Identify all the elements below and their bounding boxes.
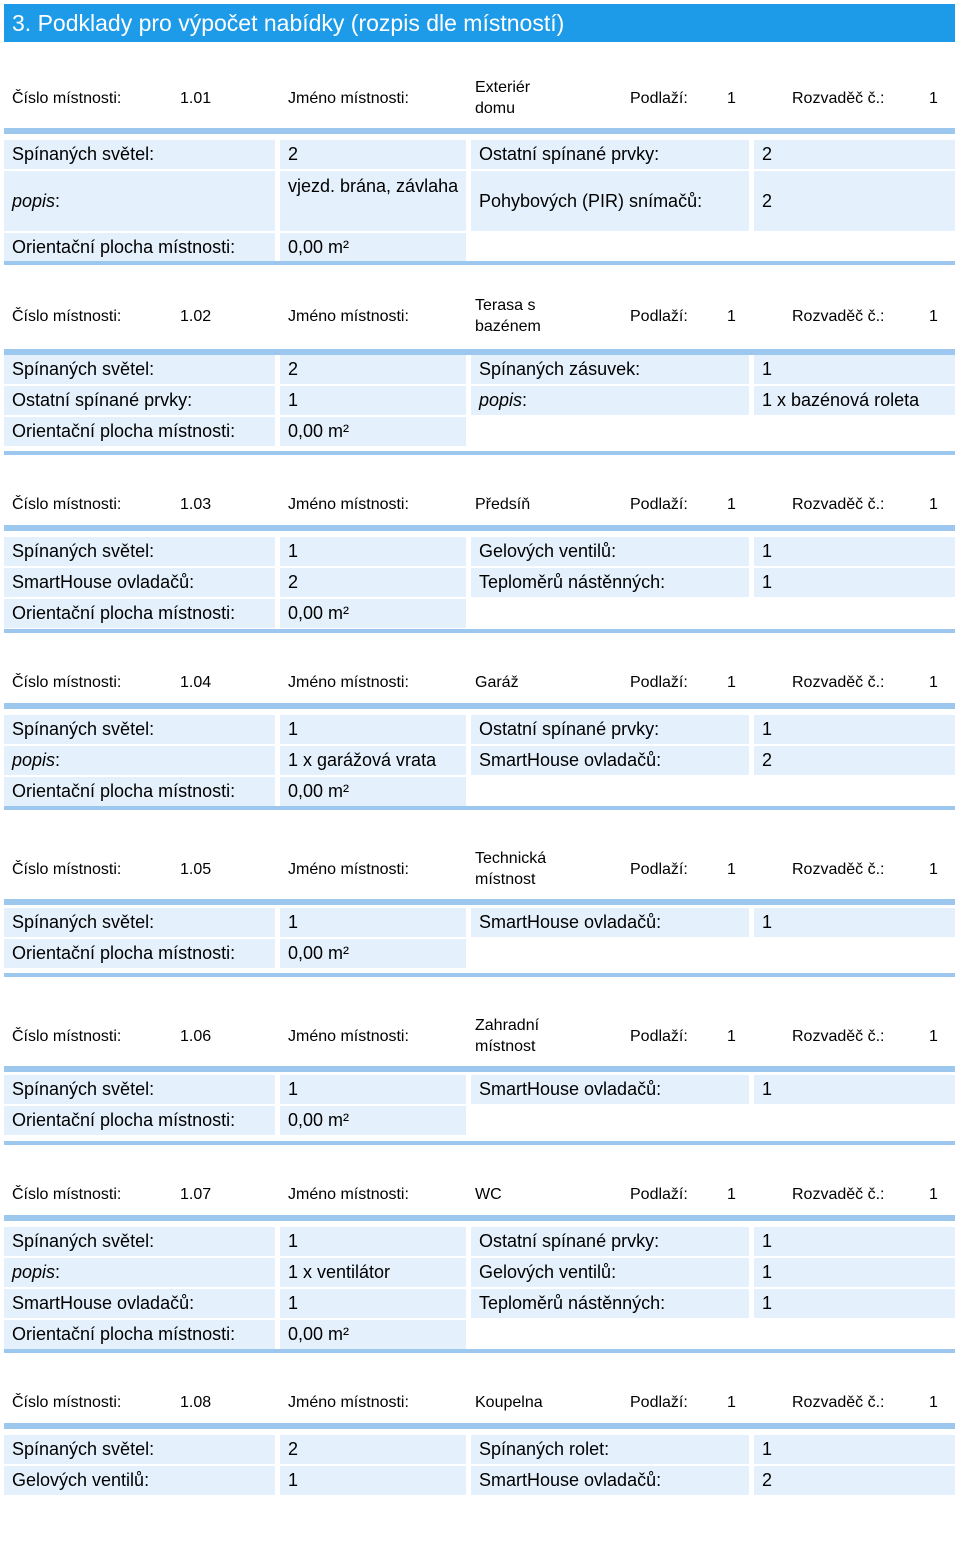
field-value: 1 (280, 386, 466, 415)
data-row (4, 1435, 955, 1464)
floor-value: 1 (727, 1028, 736, 1045)
field-label: Spínaných světel: (4, 1227, 275, 1256)
field-value: 1 x bazénová roleta (754, 386, 955, 415)
field-label: Ostatní spínané prvky: (471, 715, 749, 744)
field-label-colon: : (55, 750, 61, 770)
floor-value: 1 (727, 1186, 736, 1203)
field-label: Orientační plocha místnosti: (4, 233, 275, 262)
field-value: 0,00 m² (280, 233, 466, 262)
floor-label: Podlaží: (630, 90, 688, 107)
floor-value: 1 (727, 90, 736, 107)
field-value: 2 (280, 140, 466, 169)
field-value: 1 x ventilátor (280, 1258, 466, 1287)
room-number-label: Číslo místnosti: (12, 90, 122, 107)
room-name-value (475, 77, 530, 119)
room-name-label: Jméno místnosti: (288, 308, 409, 325)
room-number-value: 1.04 (180, 674, 212, 691)
room-name-label: Jméno místnosti: (288, 861, 409, 878)
field-label: SmartHouse ovladačů: (471, 1075, 749, 1104)
room-name-line: Exteriér (475, 79, 531, 96)
page-title: 3. Podklady pro výpočet nabídky (rozpis dle místností) (4, 4, 955, 42)
field-label: Teploměrů nástěnných: (471, 1289, 749, 1318)
field-value: 2 (754, 746, 955, 775)
field-label: Teploměrů nástěnných: (471, 568, 749, 597)
field-label: Orientační plocha místnosti: (4, 417, 275, 446)
room-section (4, 1353, 955, 1553)
field-label-colon: : (55, 1262, 61, 1282)
field-label: Ostatní spínané prvky: (4, 386, 275, 415)
switchboard-value: 1 (929, 1186, 938, 1203)
switchboard-value: 1 (929, 674, 938, 691)
floor-value: 1 (727, 861, 736, 878)
data-row (4, 176, 955, 212)
data-row (4, 1258, 955, 1287)
field-label (4, 746, 275, 775)
field-value: 1 (754, 568, 955, 597)
switchboard-label: Rozvaděč č.: (792, 1028, 885, 1045)
room-number-value: 1.07 (180, 1186, 212, 1203)
room-number-value: 1.08 (180, 1394, 212, 1411)
room-number-value: 1.05 (180, 861, 212, 878)
field-label: Spínaných zásuvek: (471, 355, 749, 384)
field-value: 0,00 m² (280, 777, 466, 806)
field-label: Spínaných světel: (4, 1075, 275, 1104)
room-name-line: místnost (475, 1038, 536, 1055)
data-row (4, 746, 955, 775)
field-value: 2 (280, 1435, 466, 1464)
room-name-line: Zahradní (475, 1017, 540, 1034)
data-row (4, 568, 955, 597)
field-value: 0,00 m² (280, 599, 466, 628)
section-divider (4, 1141, 955, 1145)
switchboard-label: Rozvaděč č.: (792, 861, 885, 878)
room-name-line: bazénem (475, 318, 541, 335)
field-value: 1 (280, 715, 466, 744)
field-label-colon: : (55, 191, 61, 211)
data-row (4, 355, 955, 384)
field-value: 1 (280, 1466, 466, 1495)
field-label: Orientační plocha místnosti: (4, 777, 275, 806)
switchboard-value: 1 (929, 496, 938, 513)
field-value: 0,00 m² (280, 1106, 466, 1135)
floor-label: Podlaží: (630, 496, 688, 513)
floor-label: Podlaží: (630, 1186, 688, 1203)
data-row (4, 386, 955, 415)
room-name-value (475, 295, 541, 337)
room-name-label: Jméno místnosti: (288, 1186, 409, 1203)
room-number-value: 1.02 (180, 308, 212, 325)
floor-label: Podlaží: (630, 308, 688, 325)
room-name-label: Jméno místnosti: (288, 496, 409, 513)
field-label: Orientační plocha místnosti: (4, 1320, 275, 1349)
header-divider (4, 899, 955, 905)
data-row (4, 537, 955, 566)
room-name-value: Koupelna (475, 1394, 543, 1411)
field-label: Spínaných světel: (4, 140, 275, 169)
field-label: Gelových ventilů: (4, 1466, 275, 1495)
room-number-label: Číslo místnosti: (12, 496, 122, 513)
field-label: Ostatní spínané prvky: (471, 1227, 749, 1256)
field-value: 1 (280, 908, 466, 937)
room-number-label: Číslo místnosti: (12, 1028, 122, 1045)
field-value: 2 (754, 1466, 955, 1495)
room-number-label: Číslo místnosti: (12, 1394, 122, 1411)
header-divider (4, 1215, 955, 1221)
field-value: 2 (280, 568, 466, 597)
data-row (4, 1466, 955, 1495)
section-divider (4, 629, 955, 633)
switchboard-label: Rozvaděč č.: (792, 1186, 885, 1203)
floor-value: 1 (727, 1394, 736, 1411)
field-value: 1 (280, 1227, 466, 1256)
room-number-label: Číslo místnosti: (12, 674, 122, 691)
room-name-line: místnost (475, 871, 536, 888)
switchboard-value: 1 (929, 1394, 938, 1411)
room-section (4, 52, 955, 257)
switchboard-label: Rozvaděč č.: (792, 90, 885, 107)
field-value: 1 (280, 1075, 466, 1104)
field-label-italic: popis (12, 1262, 56, 1282)
data-row (4, 777, 955, 806)
floor-label: Podlaží: (630, 861, 688, 878)
floor-label: Podlaží: (630, 674, 688, 691)
data-row (4, 599, 955, 628)
field-label: SmartHouse ovladačů: (471, 908, 749, 937)
field-label: SmartHouse ovladačů: (4, 568, 275, 597)
field-label: Ostatní spínané prvky: (471, 140, 749, 169)
field-value: 1 x garážová vrata (280, 746, 466, 775)
field-value: 2 (754, 140, 955, 169)
field-label: Spínaných světel: (4, 908, 275, 937)
switchboard-value: 1 (929, 308, 938, 325)
switchboard-label: Rozvaděč č.: (792, 1394, 885, 1411)
floor-label: Podlaží: (630, 1028, 688, 1045)
field-value: 1 (754, 355, 955, 384)
switchboard-value: 1 (929, 861, 938, 878)
section-divider (4, 806, 955, 810)
field-value: 1 (280, 1289, 466, 1318)
data-row (4, 1289, 955, 1318)
field-label-colon: : (522, 390, 528, 410)
field-label: Gelových ventilů: (471, 1258, 749, 1287)
field-value: 0,00 m² (280, 417, 466, 446)
room-name-label: Jméno místnosti: (288, 90, 409, 107)
data-row (4, 1106, 955, 1135)
field-label: Spínaných rolet: (471, 1435, 749, 1464)
section-divider (4, 973, 955, 977)
data-row (4, 908, 955, 937)
data-row (4, 140, 955, 169)
room-name-label: Jméno místnosti: (288, 1394, 409, 1411)
field-value: vjezd. brána, závlaha (288, 176, 459, 196)
floor-label: Podlaží: (630, 1394, 688, 1411)
switchboard-label: Rozvaděč č.: (792, 308, 885, 325)
header-divider (4, 128, 955, 134)
data-row (4, 1075, 955, 1104)
room-number-value: 1.06 (180, 1028, 212, 1045)
field-value: 1 (754, 1258, 955, 1287)
floor-value: 1 (727, 496, 736, 513)
field-label: Pohybových (PIR) snímačů: (471, 171, 749, 231)
field-value: 1 (280, 537, 466, 566)
room-number-label: Číslo místnosti: (12, 1186, 122, 1203)
room-name-value (475, 1015, 539, 1057)
room-number-label: Číslo místnosti: (12, 861, 122, 878)
field-value: 0,00 m² (280, 939, 466, 968)
data-row (4, 715, 955, 744)
field-label: Gelových ventilů: (471, 537, 749, 566)
room-name-line: Technická (475, 850, 547, 867)
field-label-italic: popis (479, 390, 523, 410)
switchboard-label: Rozvaděč č.: (792, 674, 885, 691)
field-value: 1 (754, 1075, 955, 1104)
field-label-italic: popis (12, 750, 56, 770)
switchboard-value: 1 (929, 1028, 938, 1045)
field-label: Spínaných světel: (4, 355, 275, 384)
switchboard-value: 1 (929, 90, 938, 107)
section-divider (4, 451, 955, 455)
room-name-value: WC (475, 1186, 502, 1203)
field-value: 2 (754, 171, 955, 231)
field-label (4, 171, 275, 231)
field-label (471, 386, 749, 415)
data-row (4, 233, 955, 262)
floor-value: 1 (727, 308, 736, 325)
room-name-line: Terasa s (475, 297, 536, 314)
header-divider (4, 703, 955, 709)
field-label: Orientační plocha místnosti: (4, 939, 275, 968)
section-divider (4, 1349, 955, 1353)
room-number-value: 1.01 (180, 90, 212, 107)
field-label: SmartHouse ovladačů: (471, 746, 749, 775)
field-value: 1 (754, 1435, 955, 1464)
data-row (4, 1320, 955, 1349)
data-row (4, 939, 955, 968)
field-value: 1 (754, 537, 955, 566)
field-label (4, 1258, 275, 1287)
field-value: 2 (280, 355, 466, 384)
room-name-value (475, 848, 546, 890)
room-name-value: Garáž (475, 674, 519, 691)
field-label: Spínaných světel: (4, 1435, 275, 1464)
data-row (4, 1227, 955, 1256)
field-label: Spínaných světel: (4, 537, 275, 566)
field-value: 1 (754, 1227, 955, 1256)
field-label: Orientační plocha místnosti: (4, 599, 275, 628)
field-value: 1 (754, 715, 955, 744)
room-number-label: Číslo místnosti: (12, 308, 122, 325)
switchboard-label: Rozvaděč č.: (792, 496, 885, 513)
field-label: Orientační plocha místnosti: (4, 1106, 275, 1135)
field-label: Spínaných světel: (4, 715, 275, 744)
room-name-line: domu (475, 100, 516, 117)
field-value: 0,00 m² (280, 1320, 466, 1349)
room-section (4, 633, 955, 833)
room-section (4, 1145, 955, 1345)
field-value: 1 (754, 908, 955, 937)
field-label: SmartHouse ovladačů: (4, 1289, 275, 1318)
room-section (4, 265, 955, 465)
field-label-italic: popis (12, 191, 56, 211)
room-name-label: Jméno místnosti: (288, 1028, 409, 1045)
field-value: 1 (754, 1289, 955, 1318)
room-number-value: 1.03 (180, 496, 212, 513)
section-divider (4, 261, 955, 265)
header-divider (4, 1066, 955, 1072)
header-divider (4, 1423, 955, 1429)
header-divider (4, 525, 955, 531)
field-label: SmartHouse ovladačů: (471, 1466, 749, 1495)
data-row (4, 417, 955, 446)
room-name-label: Jméno místnosti: (288, 674, 409, 691)
room-name-value: Předsíň (475, 496, 531, 513)
floor-value: 1 (727, 674, 736, 691)
room-section (4, 455, 955, 655)
